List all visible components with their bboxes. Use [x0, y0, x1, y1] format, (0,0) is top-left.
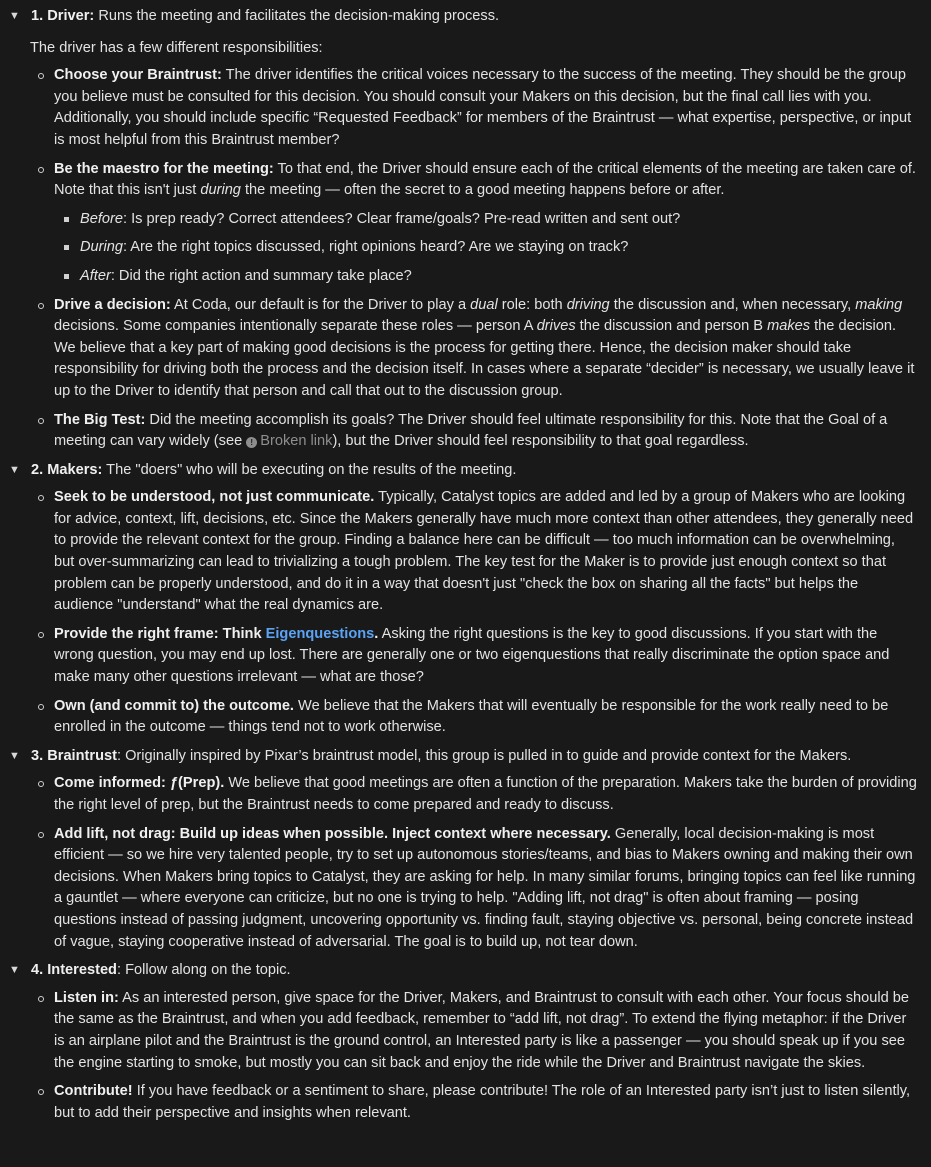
list-item: [54, 159, 917, 288]
item-text: the meeting — often the secret to a good meeting happens before or after.: [240, 182, 725, 199]
role-summary-makers: The "doers" who will be executing on the results of the meeting.: [102, 461, 517, 478]
list-item: [54, 410, 917, 453]
item-text: If you have feedback or a sentiment to share, please contribute! The role of an Interested party isn’t just to listen silently, but to add their perspective and insights when relevant.: [54, 1083, 911, 1121]
item-title: Provide the right frame: Think: [54, 625, 266, 642]
toggle-open-icon[interactable]: ▼: [9, 964, 20, 977]
sublist-text: : Are the right topics discussed, right opinions heard? Are we staying on track?: [123, 239, 629, 256]
list-item: [54, 696, 917, 739]
item-text: We believe that the Makers that will eventually be responsible for the work really need to be enrolled in the outcome — things tend not to work otherwise.: [54, 697, 889, 736]
list-item: [54, 487, 917, 617]
list-item: [54, 773, 917, 816]
item-title: Contribute!: [54, 1083, 133, 1100]
role-summary-driver: Runs the meeting and facilitates the decision-making process.: [94, 8, 500, 24]
sublist-item-before: [80, 209, 917, 231]
sublist-label: Before: [80, 210, 123, 227]
eigenquestions-link[interactable]: Eigenquestions: [265, 625, 375, 642]
toggle-open-icon[interactable]: ▼: [9, 749, 20, 762]
item-text: As an interested person, give space for the Driver, Makers, and Braintrust to consult with each other. Your focus should be the same as the Braintrust, and when you add feedback, remember to “add lift, not drag”. To extend the flying metaphor: if the Driver is an airplane pilot and the Braintrust is the ground control, an Interested party is like a passenger — you should speak up if you see the engine starting to smoke, but mostly you can sit back and enjoy the ride while the Driver and Braintrust navigate the skies.: [54, 989, 910, 1071]
toggle-driver-body: [8, 38, 917, 453]
item-text: To that end, the Driver should ensure each of the critical elements of the meeting are taken care of. Note that this isn't just: [54, 160, 916, 199]
toggle-makers-body: [8, 487, 917, 739]
broken-link-label: Broken link: [260, 433, 333, 450]
list-item: [54, 988, 917, 1074]
warning-icon: !: [246, 437, 257, 448]
item-text: Typically, Catalyst topics are added and led by a group of Makers who are looking for advice, context, lift, decisions, etc. Since the Makers generally have much more context than other attendees, they generally need to provide the relevant context for the group. Finding a balance here can be difficult — too much information can be overwhelming, but over-summarizing can lead to trivializing a tough problem. The key test for the Maker is to provide just enough context so that problem can be properly understood, and do it in a way that doesn't just "check the box on sharing all the facts" but helps the audience "understand" what the real dynamics are.: [54, 489, 914, 614]
item-title: Be the maestro for the meeting:: [54, 160, 274, 177]
role-label-braintrust: 3. Braintrust: [31, 747, 117, 764]
toggle-makers: [8, 460, 917, 482]
item-emphasis: driving: [566, 296, 610, 313]
braintrust-list: [30, 773, 917, 953]
item-text: the decision. We believe that a key part of making good decisions is the process for getting there. Hence, the decision maker should take responsibility for driving both the process and the decision itself. In cases where a separate “decider” is necessary, we usually leave it up to the Driver to identify that person and call that out to the discussion group.: [54, 318, 915, 399]
toggle-driver: [8, 6, 917, 28]
sublist-text: : Did the right action and summary take place?: [110, 267, 412, 284]
item-emphasis: making: [855, 296, 903, 313]
item-text: We believe that good meetings are often a function of the preparation. Makers take the burden of providing the right level of prep, but the Braintrust needs to come prepared and ready to discuss.: [54, 775, 917, 813]
sublist-item-after: [80, 266, 917, 288]
sublist-text: : Is prep ready? Correct attendees? Clear frame/goals? Pre-read written and sent out?: [123, 210, 681, 227]
role-summary-interested: : Follow along on the topic.: [116, 962, 291, 979]
sublist-label: During: [80, 239, 123, 256]
broken-link[interactable]: [246, 433, 332, 449]
toggle-makers-heading: [31, 460, 917, 482]
driver-list: [30, 65, 917, 453]
list-item: [54, 1081, 917, 1124]
item-title-dot: .: [374, 625, 379, 642]
maestro-sublist: [54, 209, 917, 288]
sublist-label: After: [80, 267, 111, 284]
toggle-braintrust-heading: [31, 746, 917, 768]
item-title: Own (and commit to) the outcome.: [54, 697, 294, 714]
item-text: Generally, local decision-making is most efficient — so we hire very talented people, try to set up autonomous stories/teams, and bias to Makers owning and making their own decisions. When Makers bring topics to Catalyst, they are asking for help. In many similar forums, bringing topics can feel like running a gauntlet — where everyone can criticize, but no one is trying to help. "Adding lift, not drag" is often about framing — posing questions instead of passing judgment, uncovering opportunity vs. finding fault, staying objective vs. personal, being concrete instead of vague, staying cooperative instead of adversarial. The goal is to build up, not tear down.: [54, 825, 916, 950]
item-emphasis: drives: [536, 318, 576, 335]
item-title: The Big Test:: [54, 411, 146, 428]
role-label-driver: 1. Driver:: [31, 8, 95, 24]
toggle-braintrust: [8, 746, 917, 768]
list-item: [54, 65, 917, 151]
item-text: the discussion and, when necessary,: [609, 296, 856, 313]
item-title: Listen in:: [54, 989, 119, 1006]
item-title: Add lift, not drag: Build up ideas when possible. Inject context where necessary.: [54, 825, 611, 842]
toggle-interested-body: [8, 988, 917, 1125]
list-item: [54, 824, 917, 954]
item-text: the discussion and person B: [575, 318, 768, 335]
item-title: Seek to be understood, not just communicate.: [54, 489, 375, 506]
item-text: At Coda, our default is for the Driver to play a: [170, 296, 471, 313]
item-text: Asking the right questions is the key to good discussions. If you start with the wrong question, you may end up lost. There are generally one or two eigenquestions that really discriminate the option space and make many other questions irrelevant — what are those?: [54, 625, 890, 686]
toggle-interested-heading: [31, 960, 917, 982]
role-label-makers: 2. Makers:: [31, 461, 103, 478]
toggle-interested: [8, 960, 917, 982]
list-item: [54, 624, 917, 689]
toggle-open-icon[interactable]: ▼: [9, 10, 20, 22]
interested-list: [30, 988, 917, 1125]
role-label-interested: 4. Interested: [31, 962, 117, 979]
toggle-driver-heading: [31, 6, 917, 28]
item-text: ), but the Driver should feel responsibility to that goal regardless.: [332, 433, 749, 450]
item-text: The driver identifies the critical voices necessary to the success of the meeting. They should be the group you believe must be consulted for this decision. You should consult your Makers on this decision, but the final call lies with you. Additionally, you should include specific “Requested Feedback” for members of the Braintrust — what expertise, perspective, or input is most helpful from this Braintrust member?: [54, 67, 912, 148]
item-emphasis: during: [200, 182, 241, 199]
item-title: Come informed: ƒ(Prep).: [54, 775, 225, 792]
list-item: [54, 295, 917, 403]
item-text: Did the meeting accomplish its goals? The Driver should feel ultimate responsibility for this. Note that the Goal of a meeting can vary widely (see: [54, 411, 888, 450]
item-title: Drive a decision:: [54, 296, 171, 313]
sublist-item-during: [80, 237, 917, 259]
item-emphasis: makes: [767, 318, 811, 335]
toggle-braintrust-body: [8, 773, 917, 953]
driver-intro: The driver has a few different responsibilities:: [30, 39, 323, 56]
item-emphasis: dual: [470, 296, 498, 313]
toggle-open-icon[interactable]: ▼: [9, 463, 20, 476]
makers-list: [30, 487, 917, 739]
item-title: Choose your Braintrust:: [54, 67, 222, 84]
item-text: decisions. Some companies intentionally separate these roles — person A: [54, 318, 537, 335]
item-text: role: both: [497, 296, 567, 313]
role-summary-braintrust: : Originally inspired by Pixar’s braintrust model, this group is pulled in to guide and provide context for the Makers.: [116, 747, 852, 764]
